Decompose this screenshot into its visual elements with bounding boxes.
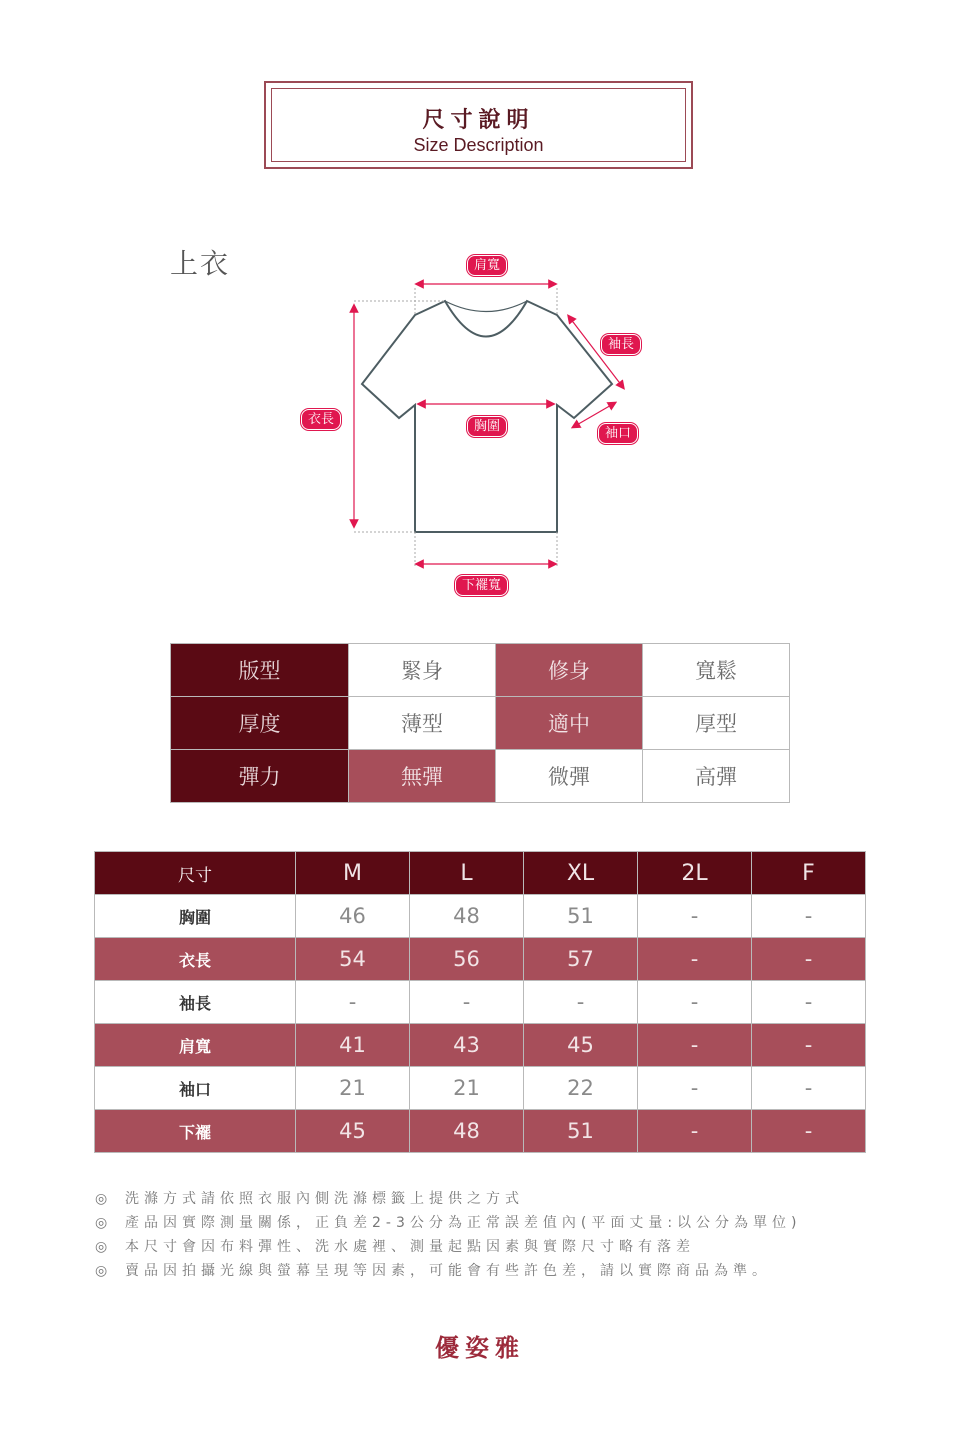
table-cell: - <box>752 895 866 938</box>
label-chest: 胸圍 <box>467 416 507 437</box>
attr-option: 寬鬆 <box>643 644 790 697</box>
table-cell: 48 <box>410 1110 524 1153</box>
row-label: 袖長 <box>95 981 296 1024</box>
label-sleeve-length: 袖長 <box>601 334 641 355</box>
note-text: 本尺寸會因布料彈性、洗水處裡、測量起點因素與實際尺寸略有落差 <box>125 1239 695 1255</box>
table-cell: 48 <box>410 895 524 938</box>
attr-option-selected: 修身 <box>496 644 643 697</box>
attr-option: 厚型 <box>643 697 790 750</box>
table-cell: 51 <box>524 1110 638 1153</box>
bullet-icon: ◎ <box>95 1239 108 1255</box>
tshirt-neck-back <box>445 301 527 312</box>
row-label: 下襬 <box>95 1110 296 1153</box>
label-length: 衣長 <box>301 409 341 430</box>
header-cell: XL <box>524 852 638 895</box>
header-cell: L <box>410 852 524 895</box>
attr-row-thickness <box>171 697 790 750</box>
table-row <box>95 1110 866 1153</box>
attr-row-elasticity <box>171 750 790 803</box>
table-cell: - <box>752 1067 866 1110</box>
bullet-icon: ◎ <box>95 1263 108 1279</box>
table-cell: - <box>638 1024 752 1067</box>
table-cell: 57 <box>524 938 638 981</box>
attribute-table <box>170 643 790 803</box>
row-label: 袖口 <box>95 1067 296 1110</box>
table-cell: 51 <box>524 895 638 938</box>
attr-row-fit <box>171 644 790 697</box>
table-cell: 41 <box>296 1024 410 1067</box>
table-cell: 45 <box>296 1110 410 1153</box>
note-item <box>95 1211 895 1235</box>
title-box <box>264 81 693 169</box>
attr-option: 緊身 <box>349 644 496 697</box>
bullet-icon: ◎ <box>95 1215 108 1231</box>
category-title: 上衣 <box>170 247 231 280</box>
title-box-inner-border <box>271 88 686 162</box>
table-cell: 21 <box>410 1067 524 1110</box>
table-cell: 56 <box>410 938 524 981</box>
table-cell: - <box>524 981 638 1024</box>
attr-option: 薄型 <box>349 697 496 750</box>
table-cell: - <box>638 895 752 938</box>
header-cell: F <box>752 852 866 895</box>
page-title: 尺寸說明 <box>422 108 535 133</box>
header-cell: 尺寸 <box>95 852 296 895</box>
label-shoulder: 肩寬 <box>467 255 507 276</box>
label-hem-width: 下襬寬 <box>455 575 508 596</box>
header-cell: M <box>296 852 410 895</box>
attr-option: 高彈 <box>643 750 790 803</box>
table-row <box>95 938 866 981</box>
size-table-header <box>95 852 866 895</box>
table-row <box>95 981 866 1024</box>
row-label: 衣長 <box>95 938 296 981</box>
table-cell: - <box>638 1067 752 1110</box>
table-cell: - <box>638 938 752 981</box>
row-label: 胸圍 <box>95 895 296 938</box>
attr-option-selected: 適中 <box>496 697 643 750</box>
note-item <box>95 1187 895 1211</box>
table-cell: - <box>410 981 524 1024</box>
brand-name: 優姿雅 <box>435 1334 525 1362</box>
table-cell: - <box>752 938 866 981</box>
label-cuff: 袖口 <box>598 423 638 444</box>
table-cell: - <box>296 981 410 1024</box>
note-text: 洗滌方式請依照衣服內側洗滌標籤上提供之方式 <box>125 1191 524 1207</box>
table-cell: 46 <box>296 895 410 938</box>
table-cell: 21 <box>296 1067 410 1110</box>
table-row <box>95 895 866 938</box>
table-cell: 45 <box>524 1024 638 1067</box>
note-text: 產品因實際測量關係，正負差2-3公分為正常誤差值內(平面丈量:以公分為單位) <box>125 1215 802 1231</box>
attr-name: 厚度 <box>171 697 349 750</box>
table-cell: - <box>638 1110 752 1153</box>
table-row <box>95 1067 866 1110</box>
note-text: 賣品因拍攝光線與螢幕呈現等因素，可能會有些許色差，請以實際商品為準。 <box>125 1263 771 1279</box>
table-cell: - <box>752 1024 866 1067</box>
row-label: 肩寬 <box>95 1024 296 1067</box>
table-row <box>95 1024 866 1067</box>
attr-name: 彈力 <box>171 750 349 803</box>
note-item <box>95 1235 895 1259</box>
note-item <box>95 1259 895 1283</box>
notes-list <box>95 1187 895 1283</box>
table-cell: 43 <box>410 1024 524 1067</box>
size-table <box>94 851 866 1153</box>
bullet-icon: ◎ <box>95 1191 108 1207</box>
table-cell: - <box>752 1110 866 1153</box>
header-cell: 2L <box>638 852 752 895</box>
attr-option-selected: 無彈 <box>349 750 496 803</box>
attr-name: 版型 <box>171 644 349 697</box>
table-cell: 22 <box>524 1067 638 1110</box>
tshirt-diagram <box>0 240 960 610</box>
table-cell: 54 <box>296 938 410 981</box>
page-subtitle: Size Description <box>413 135 544 155</box>
table-cell: - <box>752 981 866 1024</box>
table-cell: - <box>638 981 752 1024</box>
attr-option: 微彈 <box>496 750 643 803</box>
